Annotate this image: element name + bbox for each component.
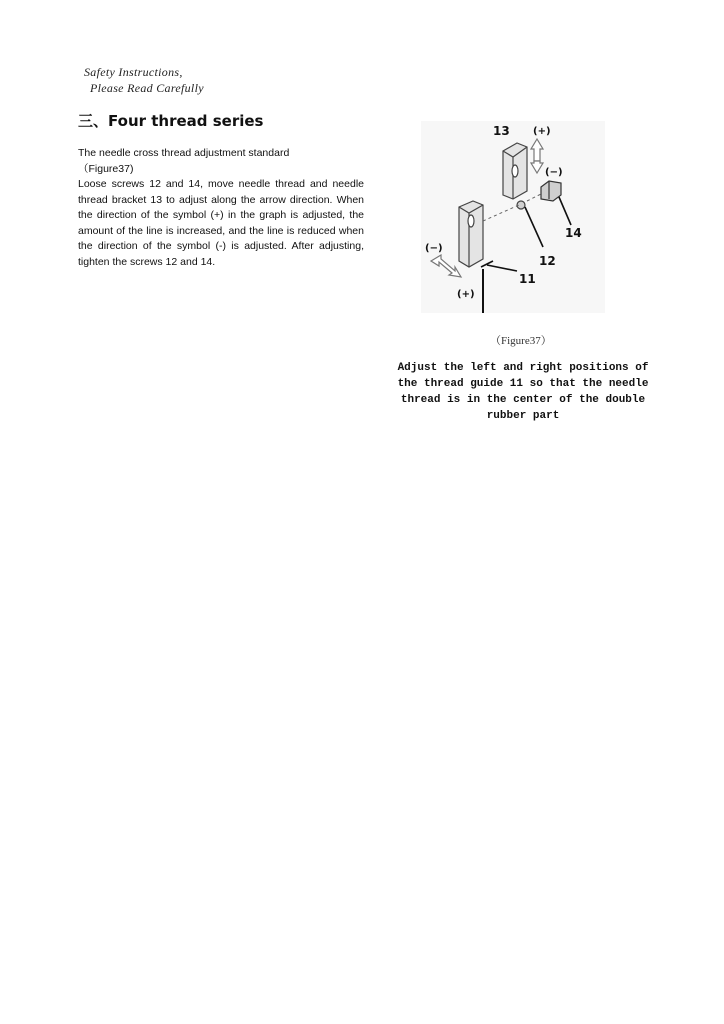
figure-reference: （Figure37)	[78, 162, 134, 175]
label-11: 11	[519, 272, 536, 286]
page-header	[84, 64, 204, 96]
label-minus-right: (−)	[545, 167, 563, 178]
instruction-paragraph: Loose screws 12 and 14, move needle thread and needle thread bracket 13 to adjust along the arrow direction. When the direction of the symbol (+) in the graph is adjusted, the amount of the line is increased, and the line is reduced when the direction of the symbol (-) is adjusted. After adjusting, tighten the screws 12 and 14.	[78, 178, 364, 268]
figure-caption: （Figure37）	[490, 335, 552, 347]
adjustment-note: Adjust the left and right positions of the thread guide 11 so that the needle thread is in the center of the double rubber part	[397, 362, 649, 422]
screw-14	[541, 181, 561, 201]
instruction-heading: The needle cross thread adjustment standard	[78, 147, 290, 159]
thread-guide	[459, 201, 483, 267]
figure-37	[421, 121, 605, 313]
instructions-text	[78, 146, 364, 270]
header-line-2: Please Read Carefully	[90, 81, 204, 95]
label-minus-left: (−)	[425, 243, 443, 254]
label-13: 13	[493, 124, 510, 138]
figure-37-drawing	[421, 121, 605, 313]
label-plus-top: (+)	[533, 126, 551, 137]
label-12: 12	[539, 254, 556, 268]
label-plus-bottom: (+)	[457, 289, 475, 300]
label-14: 14	[565, 226, 582, 240]
section-title: 三、Four thread series	[78, 112, 264, 130]
header-line-1: Safety Instructions,	[84, 65, 183, 79]
